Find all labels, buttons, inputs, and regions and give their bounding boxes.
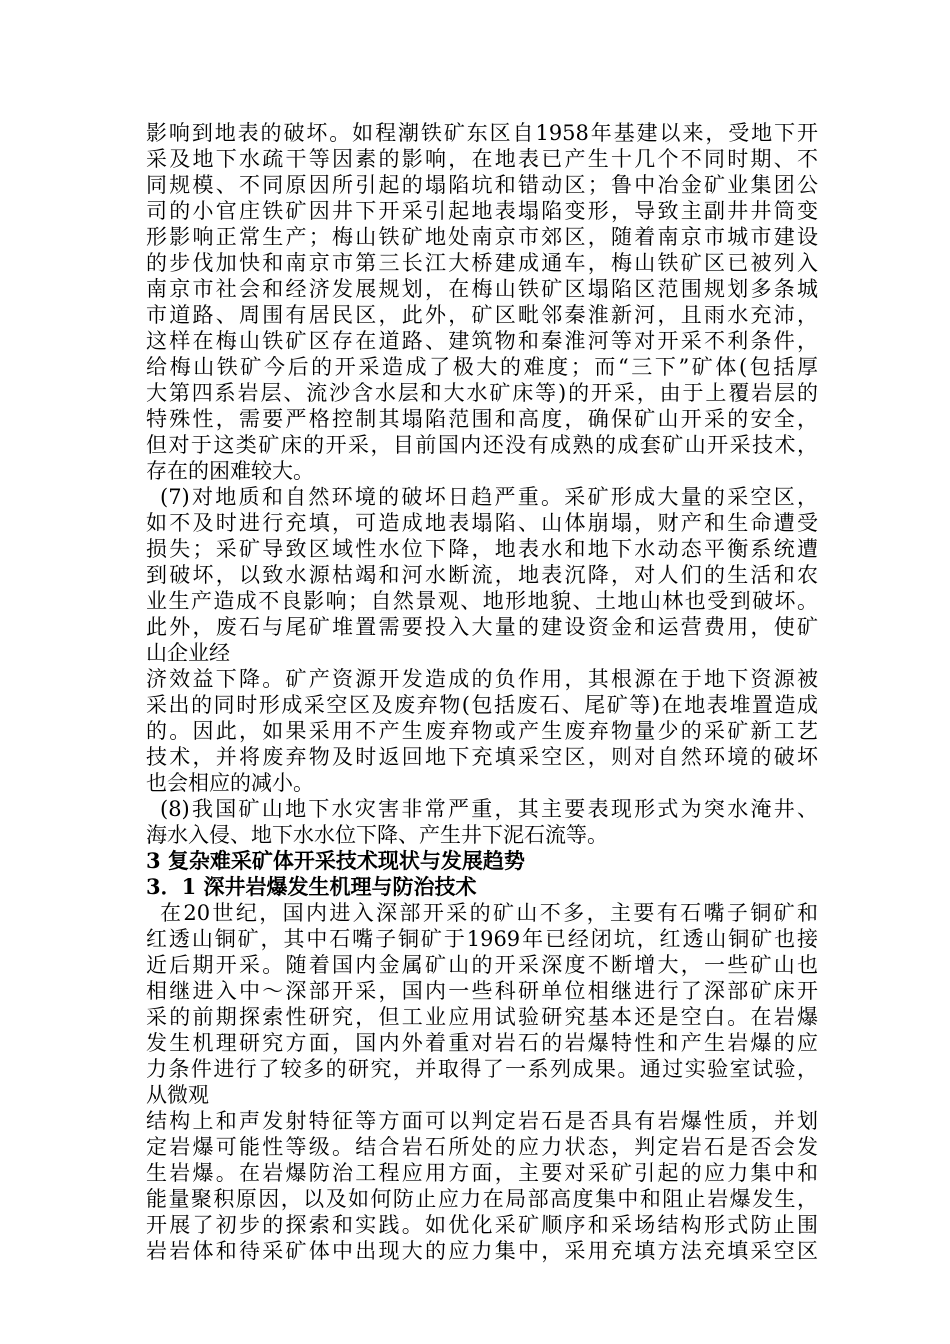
text-line: 力条件进行了较多的研究，并取得了一系列成果。通过实验室试验， [146,1057,818,1081]
text-line: (7)对地质和自然环境的破坏日趋严重。采矿形成大量的采空区， [160,485,818,509]
text-line: 海水入侵、地下水水位下降、产生井下泥石流等。 [146,823,608,847]
text-line: (8)我国矿山地下水灾害非常严重，其主要表现形式为突水淹井、 [160,797,818,821]
text-line: 生岩爆。在岩爆防治工程应用方面，主要对采矿引起的应力集中和 [146,1161,818,1185]
section-heading [146,848,818,874]
text-line: 结构上和声发射特征等方面可以判定岩石是否具有岩爆性质，并划 [146,1109,818,1133]
text-line: 从微观 [146,1083,209,1107]
text-line: 南京市社会和经济发展规划，在梅山铁矿区塌陷区范围规划多条城 [146,277,818,301]
text-line: 技术，并将废弃物及时返回地下充填采空区，则对自然环境的破坏 [146,745,818,769]
text-line: 采及地下水疏干等因素的影响，在地表已产生十几个不同时期、不 [146,147,818,171]
text-line: 定岩爆可能性等级。结合岩石所处的应力状态，判定岩石是否会发 [146,1135,818,1159]
subsection-heading [146,874,818,900]
text-line: 近后期开采。随着国内金属矿山的开采深度不断增大，一些矿山也 [146,953,818,977]
text-line: 也会相应的减小。 [146,771,314,795]
subsection-heading-text: 3．1 深井岩爆发生机理与防治技术 [146,874,477,899]
text-line: 开展了初步的探索和实践。如优化采矿顺序和采场结构形式防止围 [146,1213,818,1237]
text-line: 特殊性，需要严格控制其塌陷范围和高度，确保矿山开采的安全， [146,407,818,431]
text-line: 采的前期探索性研究，但工业应用试验研究基本还是空白。在岩爆 [146,1005,818,1029]
text-line: 到破坏，以致水源枯竭和河水断流，地表沉降，对人们的生活和农 [146,563,818,587]
text-line: 采出的同时形成采空区及废弃物(包括废石、尾矿等)在地表堆置造成 [146,693,818,717]
text-line: 红透山铜矿，其中石嘴子铜矿于1969年已经闭坑，红透山铜矿也接 [146,927,818,951]
paragraph-rockburst [146,900,818,1264]
text-line: 影响到地表的破坏。如程潮铁矿东区自1958年基建以来，受地下开 [146,121,818,145]
section-heading-text: 3 复杂难采矿体开采技术现状与发展趋势 [146,848,525,873]
paragraph-item-7 [146,484,818,796]
text-line: 但对于这类矿床的开采，目前国内还没有成熟的成套矿山开采技术， [146,433,818,457]
text-line: 损失；采矿导致区域性水位下降，地表水和地下水动态平衡系统遭 [146,537,818,561]
text-line: 此外，废石与尾矿堆置需要投入大量的建设资金和运营费用，使矿 [146,615,818,639]
text-line: 形影响正常生产；梅山铁矿地处南京市郊区，随着南京市城市建设 [146,225,818,249]
paragraph-ground-damage [146,120,818,484]
text-line: 山企业经 [146,641,230,665]
text-line: 同规模、不同原因所引起的塌陷坑和错动区；鲁中冶金矿业集团公 [146,173,818,197]
text-line: 存在的困难较大。 [146,459,314,483]
text-line: 相继进入中～深部开采，国内一些科研单位相继进行了深部矿床开 [146,979,818,1003]
text-line: 的。因此，如果采用不产生废弃物或产生废弃物量少的采矿新工艺 [146,719,818,743]
text-line: 业生产造成不良影响；自然景观、地形地貌、土地山林也受到破坏。 [146,589,818,613]
paragraph-item-8 [146,796,818,848]
text-line: 市道路、周围有居民区，此外，矿区毗邻秦淮新河，且雨水充沛， [146,303,818,327]
text-line: 给梅山铁矿今后的开采造成了极大的难度；而“三下”矿体(包括厚 [146,355,818,379]
text-line: 这样在梅山铁矿区存在道路、建筑物和秦淮河等对开采不利条件， [146,329,818,353]
text-line: 如不及时进行充填，可造成地表塌陷、山体崩塌，财产和生命遭受 [146,511,818,535]
text-line: 的步伐加快和南京市第三长江大桥建成通车，梅山铁矿区已被列入 [146,251,818,275]
text-line: 岩岩体和待采矿体中出现大的应力集中，采用充填方法充填采空区 [146,1239,818,1263]
text-line: 济效益下降。矿产资源开发造成的负作用，其根源在于地下资源被 [146,667,818,691]
text-line: 发生机理研究方面，国内外着重对岩石的岩爆特性和产生岩爆的应 [146,1031,818,1055]
document-body [146,120,818,1264]
text-line: 在20世纪，国内进入深部开采的矿山不多，主要有石嘴子铜矿和 [160,901,818,925]
text-line: 大第四系岩层、流沙含水层和大水矿床等)的开采，由于上覆岩层的 [146,381,818,405]
text-line: 能量聚积原因，以及如何防止应力在局部高度集中和阻止岩爆发生， [146,1187,818,1211]
text-line: 司的小官庄铁矿因井下开采引起地表塌陷变形，导致主副井井筒变 [146,199,818,223]
